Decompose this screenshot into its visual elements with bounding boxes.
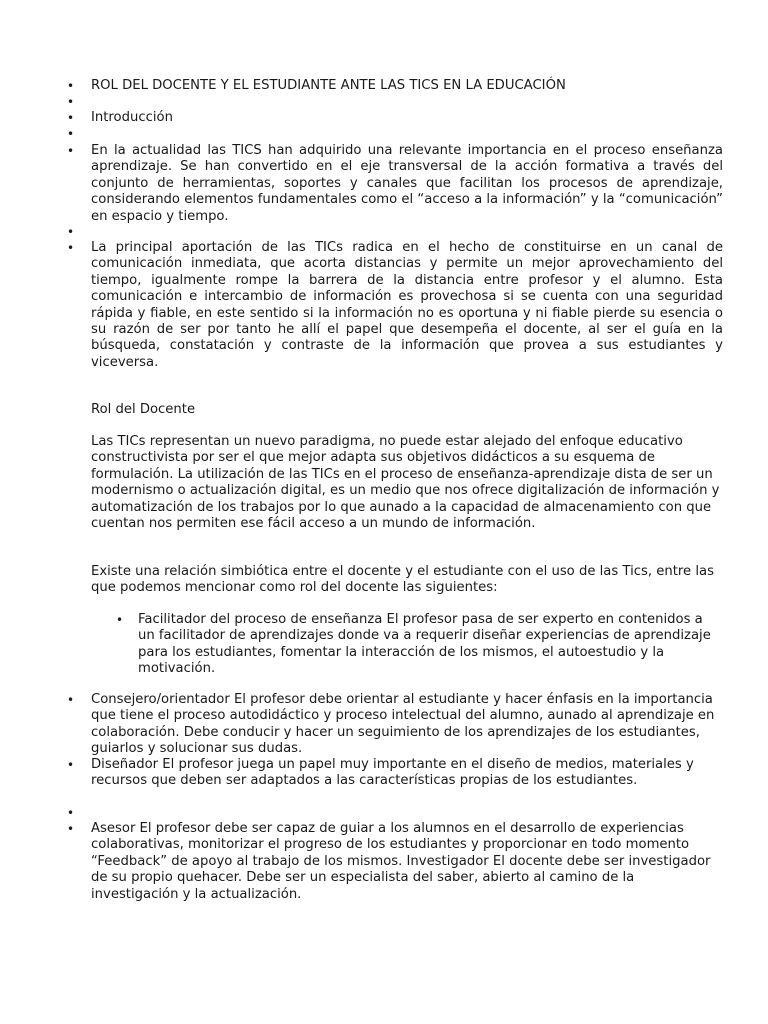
list-item (67, 143, 723, 225)
disenador-item: Diseñador El profesor juega un papel muy importante en el diseño de medios, materiales y recursos que deben ser adaptados a las características propias de los estudiantes. (91, 757, 694, 789)
list-item-empty (67, 94, 723, 110)
list-item (67, 757, 723, 790)
role-paragraph-1: Las TICs representan un nuevo paradigma, no puede estar alejado del enfoque educativo constructivista por ser el que mejor adapta sus objetivos didácticos a su esquema de formulación. La utilización de las TICs en el proceso de enseñanza-aprendizaje dista de ser un modernismo o actualización digital, es un medio que nos ofrece digitalización de información y automatización de los trabajos por lo que aunado a la capacidad de almacenamiento con que cuentan nos permiten ese fácil acceso a un mundo de información. (91, 434, 720, 532)
list-item (67, 110, 723, 126)
consejero-item: Consejero/orientador El profesor debe orientar al estudiante y hacer énfasis en la importancia que tiene el proceso autodidáctico y proceso intelectual del alumno, aunado al aprendizaje en colaboración. Debe conducir y hacer un seguimiento de los aprendizajes de los estudiantes, guiarlos y solucionar sus dudas. (91, 692, 715, 757)
list-item (67, 240, 723, 371)
facilitador-item: Facilitador del proceso de enseñanza El profesor pasa de ser experto en contenidos a un facilitador de aprendizajes donde va a requerir diseñar experiencias de aprendizaje para los estudiantes, fomentar la interacción de los mismos, el autoestudio y la motivación. (138, 612, 711, 677)
asesor-item: Asesor El profesor debe ser capaz de guiar a los alumnos en el desarrollo de experiencias colaborativas, monitorizar el progreso de los estudiantes y proporcionar en todo momento “Feedback” de apoyo al trabajo de los mismos. Investigador El docente debe ser investigador de su propio quehacer. Debe ser un especialista del saber, abierto al camino de la investigación y la actualización. (91, 821, 711, 902)
list-item-empty (67, 224, 723, 240)
intro-paragraph-1: En la actualidad las TICS han adquirido una relevante importancia en el proceso enseñanza aprendizaje. Se han convertido en el eje transversal de la acción formativa a través del conjunto de herramientas, soportes y canales que facilitan los procesos de aprendizaje, considerando elementos fundamentales como el “acceso a la información” y la “comunicación” en espacio y tiempo. (91, 143, 723, 224)
intro-heading: Introducción (91, 110, 173, 125)
role-paragraph-2: Existe una relación simbiótica entre el docente y el estudiante con el uso de las Tics, entre las que podemos mencionar como rol del docente las siguientes: (91, 564, 714, 596)
section-heading: Rol del Docente (91, 402, 196, 417)
intro-paragraph-2: La principal aportación de las TICs radica en el hecho de constituirse en un canal de comunicación inmediata, que acorta distancias y permite un mejor aprovechamiento del tiempo, igualmente rompe la barrera de la distancia entre profesor y el alumno. Esta comunicación e intercambio de información es provechosa si se cuenta con una seguridad rápida y fiable, en este sentido si la información no es oportuna y ni fiable pierde su esencia o su razón de ser por tanto he allí el papel que desempeña el docente, al ser el guía en la búsqueda, constatación y contraste de la información que provea a sus estudiantes y viceversa. (91, 240, 723, 370)
list-item (67, 78, 723, 94)
list-item-empty (67, 805, 723, 821)
list-item-empty (67, 126, 723, 142)
document-title: ROL DEL DOCENTE Y EL ESTUDIANTE ANTE LAS TICS EN LA EDUCACIÓN (91, 78, 566, 93)
list-item (116, 612, 722, 678)
list-item (67, 821, 723, 903)
list-item (67, 692, 723, 758)
